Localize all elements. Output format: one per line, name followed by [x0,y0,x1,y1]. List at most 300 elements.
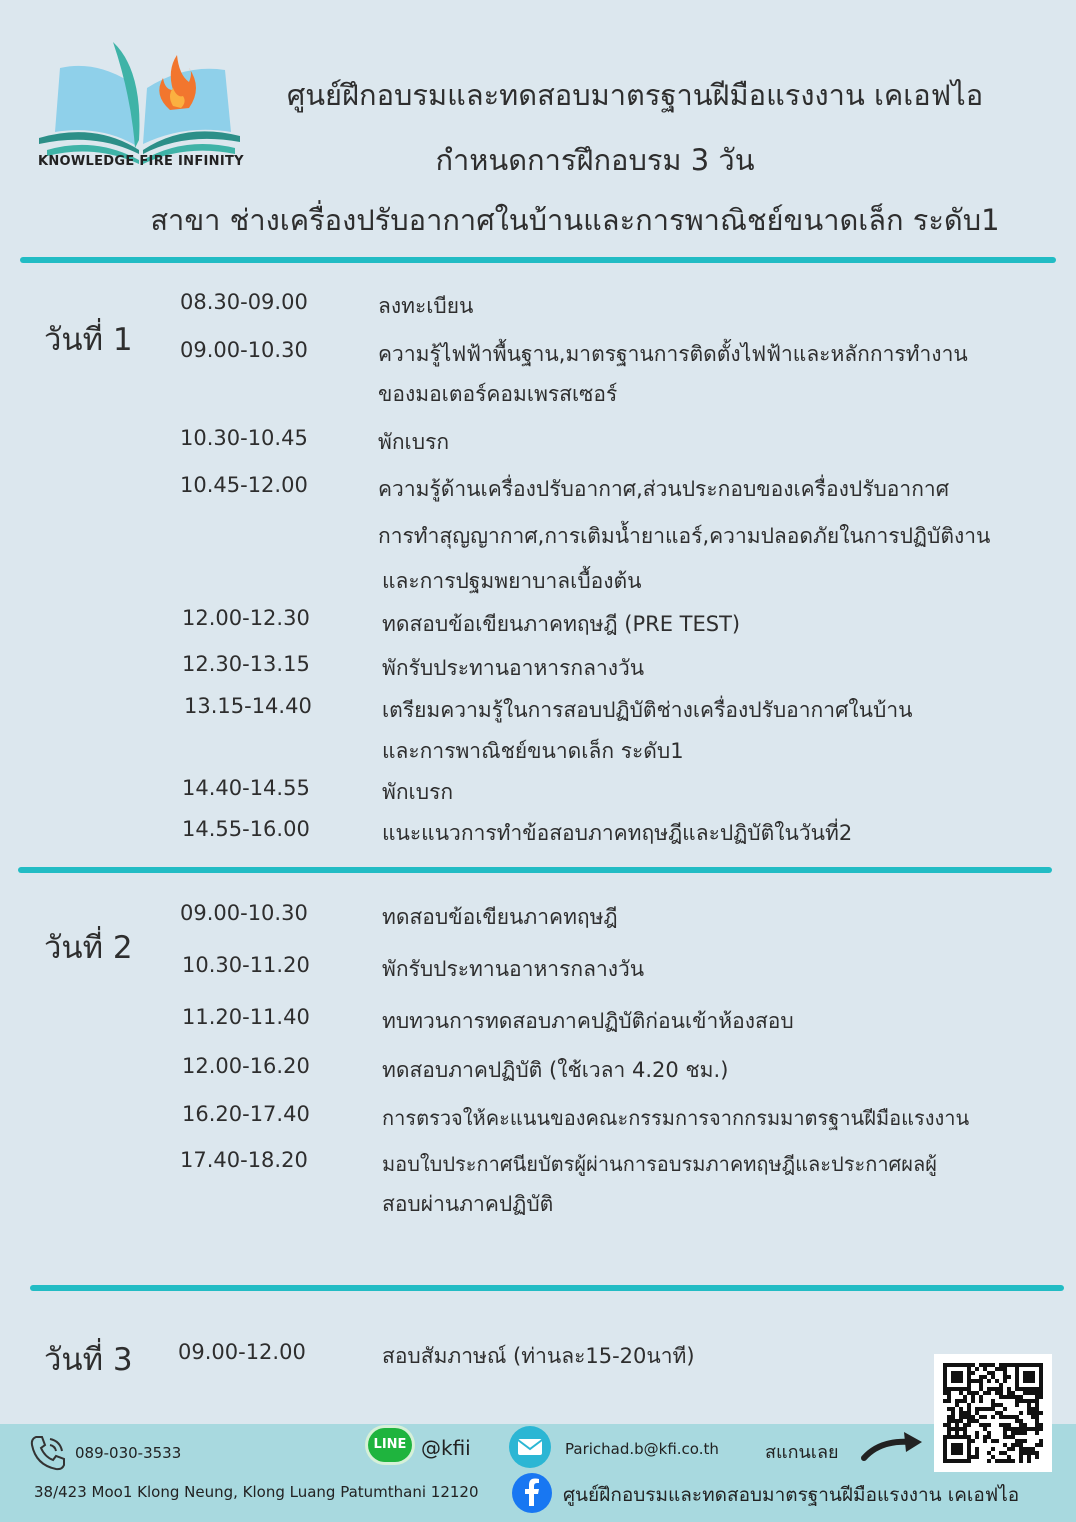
qr-module [1023,1423,1027,1427]
qr-module [947,1391,951,1395]
qr-module [1035,1415,1039,1419]
qr-module [995,1459,999,1463]
day1-time: 13.15-14.40 [184,694,312,718]
qr-module [987,1459,991,1463]
qr-module [943,1435,947,1439]
qr-module [979,1387,983,1391]
qr-module [955,1431,959,1435]
email-address[interactable]: Parichad.b@kfi.co.th [565,1440,719,1458]
qr-module [967,1383,971,1387]
qr-module [959,1415,963,1419]
day2-time: 09.00-10.30 [180,901,308,925]
qr-module [1003,1435,1007,1439]
qr-module [1023,1431,1027,1435]
qr-module [971,1399,975,1403]
qr-module [967,1371,971,1375]
facebook-icon[interactable] [511,1472,553,1514]
qr-module [1019,1387,1023,1391]
phone-number[interactable]: 089-030-3533 [75,1444,182,1462]
qr-module [999,1423,1003,1427]
qr-module [951,1387,955,1391]
qr-module [943,1443,947,1447]
qr-module [955,1447,959,1451]
qr-module [1027,1399,1031,1403]
qr-module [955,1435,959,1439]
qr-module [967,1455,971,1459]
qr-module [983,1391,987,1395]
qr-module [955,1363,959,1367]
qr-module [1019,1459,1023,1463]
course-title: สาขา ช่างเครื่องปรับอากาศในบ้านและการพาณิชย์ขนาดเล็ก ระดับ1 [150,203,1000,237]
qr-module [983,1407,987,1411]
qr-module [987,1379,991,1383]
qr-module [955,1371,959,1375]
qr-module [1007,1387,1011,1391]
qr-module [1027,1375,1031,1379]
day2-desc: พักรับประทานอาหารกลางวัน [382,957,645,981]
qr-module [955,1443,959,1447]
day1-time: 12.00-12.30 [182,606,310,630]
qr-module [1019,1427,1023,1431]
day1-time: 10.30-10.45 [180,426,308,450]
qr-module [1035,1443,1039,1447]
qr-module [1035,1363,1039,1367]
qr-module [1023,1379,1027,1383]
qr-module [1015,1427,1019,1431]
qr-module [995,1387,999,1391]
qr-module [1031,1375,1035,1379]
qr-module [1023,1451,1027,1455]
qr-module [943,1423,947,1427]
day1-time: 14.40-14.55 [182,776,310,800]
qr-module [959,1451,963,1455]
qr-module [999,1383,1003,1387]
qr-module [1015,1439,1019,1443]
qr-module [1039,1395,1043,1399]
qr-module [971,1363,975,1367]
qr-module [967,1387,971,1391]
qr-module [943,1455,947,1459]
qr-module [1011,1363,1015,1367]
qr-module [951,1415,955,1419]
qr-module [963,1435,967,1439]
day3-label: วันที่ 3 [44,1342,133,1378]
qr-module [955,1375,959,1379]
qr-module [995,1367,999,1371]
qr-module [979,1415,983,1419]
qr-module [959,1443,963,1447]
qr-module [987,1407,991,1411]
day1-desc-cont: และการปฐมพยาบาลเบื้องต้น [382,569,642,593]
qr-module [1015,1443,1019,1447]
qr-module [979,1399,983,1403]
qr-module [1023,1391,1027,1395]
qr-module [1003,1371,1007,1375]
qr-module [1003,1451,1007,1455]
qr-module [1035,1419,1039,1423]
qr-module [1031,1387,1035,1391]
qr-module [1031,1411,1035,1415]
qr-module [959,1387,963,1391]
line-icon [368,1428,412,1462]
qr-code[interactable] [934,1354,1052,1472]
scan-label: สแกนเลย [765,1442,839,1463]
day1-desc: ลงทะเบียน [378,294,474,318]
qr-module [991,1407,995,1411]
qr-module [959,1375,963,1379]
qr-module [1035,1391,1039,1395]
qr-module [947,1459,951,1463]
qr-module [1003,1427,1007,1431]
qr-module [943,1399,947,1403]
qr-module [1035,1423,1039,1427]
qr-module [975,1391,979,1395]
qr-module [1003,1459,1007,1463]
qr-module [975,1379,979,1383]
qr-module [967,1367,971,1371]
qr-module [975,1419,979,1423]
day2-time: 10.30-11.20 [182,953,310,977]
qr-module [951,1411,955,1415]
day1-time: 08.30-09.00 [180,290,308,314]
qr-module [1015,1379,1019,1383]
qr-module [1027,1403,1031,1407]
qr-module [1019,1419,1023,1423]
schedule-title: กำหนดการฝึกอบรม 3 วัน [435,143,755,177]
qr-module [999,1451,1003,1455]
qr-module [943,1363,947,1367]
qr-module [955,1379,959,1383]
qr-module [1039,1391,1043,1395]
qr-module [999,1459,1003,1463]
qr-module [959,1363,963,1367]
qr-module [975,1447,979,1451]
qr-module [955,1427,959,1431]
day1-desc: พักเบรก [378,430,450,454]
qr-module [955,1451,959,1455]
day2-desc-cont: สอบผ่านภาคปฏิบัติ [382,1192,554,1216]
qr-module [1019,1423,1023,1427]
qr-module [947,1407,951,1411]
qr-module [999,1367,1003,1371]
qr-module [963,1411,967,1415]
qr-module [1015,1415,1019,1419]
qr-module [1039,1375,1043,1379]
qr-module [955,1419,959,1423]
qr-module [1019,1411,1023,1415]
qr-module [987,1387,991,1391]
qr-module [1031,1363,1035,1367]
qr-module [1003,1367,1007,1371]
qr-module [951,1451,955,1455]
qr-module [1019,1399,1023,1403]
email-icon [508,1425,552,1469]
qr-module [995,1391,999,1395]
qr-module [1031,1379,1035,1383]
qr-module [1027,1391,1031,1395]
qr-module [1007,1455,1011,1459]
qr-module [947,1427,951,1431]
qr-module [943,1387,947,1391]
qr-module [971,1395,975,1399]
logo-text: KNOWLEDGE FIRE INFINITY [38,154,244,169]
qr-module [1011,1435,1015,1439]
qr-module [975,1411,979,1415]
arrow-right-icon [860,1428,928,1462]
qr-module [979,1407,983,1411]
qr-module [1015,1367,1019,1371]
qr-module [1023,1447,1027,1451]
qr-module [971,1439,975,1443]
qr-module [1019,1443,1023,1447]
day1-desc-cont: ของมอเตอร์คอมเพรสเซอร์ [378,382,618,406]
qr-module [1027,1371,1031,1375]
qr-module [1023,1399,1027,1403]
qr-module [1031,1407,1035,1411]
qr-module [1031,1447,1035,1451]
day1-time: 12.30-13.15 [182,652,310,676]
qr-module [971,1379,975,1383]
day1-desc: พักรับประทานอาหารกลางวัน [382,656,645,680]
qr-module [1007,1415,1011,1419]
qr-module [1027,1363,1031,1367]
qr-module [959,1407,963,1411]
qr-module [955,1459,959,1463]
qr-module [995,1379,999,1383]
day3-desc: สอบสัมภาษณ์ (ท่านละ15-20นาที) [382,1344,695,1368]
qr-module [1007,1391,1011,1395]
qr-module [1015,1399,1019,1403]
qr-module [1003,1443,1007,1447]
qr-module [975,1451,979,1455]
qr-module [1035,1407,1039,1411]
qr-module [951,1459,955,1463]
qr-module [943,1447,947,1451]
qr-module [975,1431,979,1435]
qr-module [1027,1427,1031,1431]
qr-module [959,1447,963,1451]
day2-desc: ทบทวนการทดสอบภาคปฏิบัติก่อนเข้าห้องสอบ [382,1009,794,1033]
qr-module [1039,1411,1043,1415]
qr-module [1007,1447,1011,1451]
qr-module [1003,1379,1007,1383]
qr-module [967,1403,971,1407]
qr-module [991,1387,995,1391]
qr-module [1027,1447,1031,1451]
qr-module [1039,1363,1043,1367]
qr-module [975,1455,979,1459]
qr-module [967,1459,971,1463]
qr-module [1035,1395,1039,1399]
qr-module [1003,1431,1007,1435]
qr-module [991,1403,995,1407]
facebook-page-name[interactable]: ศูนย์ฝึกอบรมและทดสอบมาตรฐานฝีมือแรงงาน เคเอฟไอ [563,1484,1020,1506]
qr-module [979,1379,983,1383]
qr-module [979,1383,983,1387]
qr-module [1019,1431,1023,1435]
qr-module [1007,1427,1011,1431]
qr-module [947,1431,951,1435]
qr-module [1039,1387,1043,1391]
qr-module [1027,1451,1031,1455]
qr-module [951,1379,955,1383]
qr-module [1039,1423,1043,1427]
qr-module [967,1411,971,1415]
qr-module [979,1395,983,1399]
qr-module [995,1403,999,1407]
qr-module [971,1415,975,1419]
qr-module [1035,1403,1039,1407]
qr-module [1027,1411,1031,1415]
qr-module [999,1395,1003,1399]
qr-module [951,1363,955,1367]
qr-module [951,1371,955,1375]
qr-module [1039,1383,1043,1387]
qr-module [1011,1447,1015,1451]
day1-desc: เตรียมความรู้ในการสอบปฏิบัติช่างเครื่องปรับอากาศในบ้าน [382,698,913,722]
qr-module [959,1371,963,1375]
qr-module [947,1395,951,1399]
qr-module [1023,1427,1027,1431]
qr-module [1015,1383,1019,1387]
qr-module [1027,1459,1031,1463]
qr-module [951,1407,955,1411]
qr-module [1035,1451,1039,1455]
qr-module [963,1395,967,1399]
qr-module [943,1391,947,1395]
qr-module [1015,1371,1019,1375]
qr-module [1007,1435,1011,1439]
qr-module [1039,1427,1043,1431]
qr-module [971,1391,975,1395]
qr-module [971,1419,975,1423]
qr-module [1027,1407,1031,1411]
qr-module [951,1375,955,1379]
qr-module [999,1391,1003,1395]
qr-module [1003,1375,1007,1379]
line-id[interactable]: @kfii [421,1436,471,1460]
qr-module [943,1451,947,1455]
qr-module [995,1439,999,1443]
qr-module [1039,1379,1043,1383]
qr-module [967,1443,971,1447]
qr-module [947,1399,951,1403]
qr-module [1031,1415,1035,1419]
qr-module [959,1379,963,1383]
qr-module [1015,1431,1019,1435]
qr-module [1003,1415,1007,1419]
day2-desc: การตรวจให้คะแนนของคณะกรรมการจากกรมมาตรฐานฝีมือแรงงาน [382,1106,970,1130]
qr-module [991,1439,995,1443]
day2-time: 11.20-11.40 [182,1005,310,1029]
qr-module [963,1415,967,1419]
day2-desc: ทดสอบภาคปฏิบัติ (ใช้เวลา 4.20 ชม.) [382,1058,729,1082]
qr-module [987,1431,991,1435]
qr-module [947,1419,951,1423]
qr-module [1035,1387,1039,1391]
qr-module [967,1375,971,1379]
qr-module [983,1427,987,1431]
qr-module [995,1411,999,1415]
qr-module [987,1363,991,1367]
qr-module [1007,1375,1011,1379]
qr-module [967,1391,971,1395]
qr-module [947,1435,951,1439]
day1-desc: ความรู้ไฟฟ้าพื้นฐาน,มาตรฐานการติดตั้งไฟฟ้าและหลักการทำงาน [378,342,968,366]
qr-module [1015,1403,1019,1407]
qr-module [959,1419,963,1423]
qr-module [991,1455,995,1459]
qr-module [1027,1387,1031,1391]
qr-module [1035,1455,1039,1459]
qr-module [1011,1391,1015,1395]
qr-module [979,1375,983,1379]
qr-module [991,1399,995,1403]
qr-module [979,1423,983,1427]
qr-module [987,1423,991,1427]
day2-desc: ทดสอบข้อเขียนภาคทฤษฎี [382,905,618,929]
qr-module [967,1415,971,1419]
qr-module [987,1391,991,1395]
qr-module [963,1423,967,1427]
qr-module [1015,1363,1019,1367]
qr-module [1027,1379,1031,1383]
qr-module [999,1403,1003,1407]
qr-module [1023,1387,1027,1391]
qr-module [1007,1395,1011,1399]
qr-module [1035,1411,1039,1415]
qr-module [1031,1427,1035,1431]
qr-module [955,1399,959,1403]
qr-module [955,1387,959,1391]
qr-module [1019,1455,1023,1459]
qr-module [1035,1431,1039,1435]
qr-module [1011,1415,1015,1419]
qr-module [967,1379,971,1383]
day1-time: 14.55-16.00 [182,817,310,841]
qr-module [1007,1459,1011,1463]
qr-module [947,1415,951,1419]
qr-module [947,1423,951,1427]
qr-module [1023,1439,1027,1443]
qr-module [1023,1371,1027,1375]
qr-module [1015,1395,1019,1399]
qr-module [1007,1363,1011,1367]
qr-module [963,1363,967,1367]
line-badge-text: LINE [373,1437,407,1452]
qr-module [1027,1455,1031,1459]
qr-module [1003,1407,1007,1411]
qr-module [991,1447,995,1451]
qr-module [951,1447,955,1451]
qr-module [1035,1427,1039,1431]
qr-module [943,1367,947,1371]
qr-module [963,1431,967,1435]
qr-module [1011,1395,1015,1399]
qr-module [983,1367,987,1371]
qr-module [983,1423,987,1427]
qr-module [983,1439,987,1443]
day2-time: 17.40-18.20 [180,1148,308,1172]
qr-module [1019,1395,1023,1399]
qr-module [1023,1363,1027,1367]
qr-module [967,1363,971,1367]
qr-module [959,1391,963,1395]
qr-module [1019,1439,1023,1443]
qr-module [963,1387,967,1391]
qr-module [983,1415,987,1419]
qr-module [943,1371,947,1375]
